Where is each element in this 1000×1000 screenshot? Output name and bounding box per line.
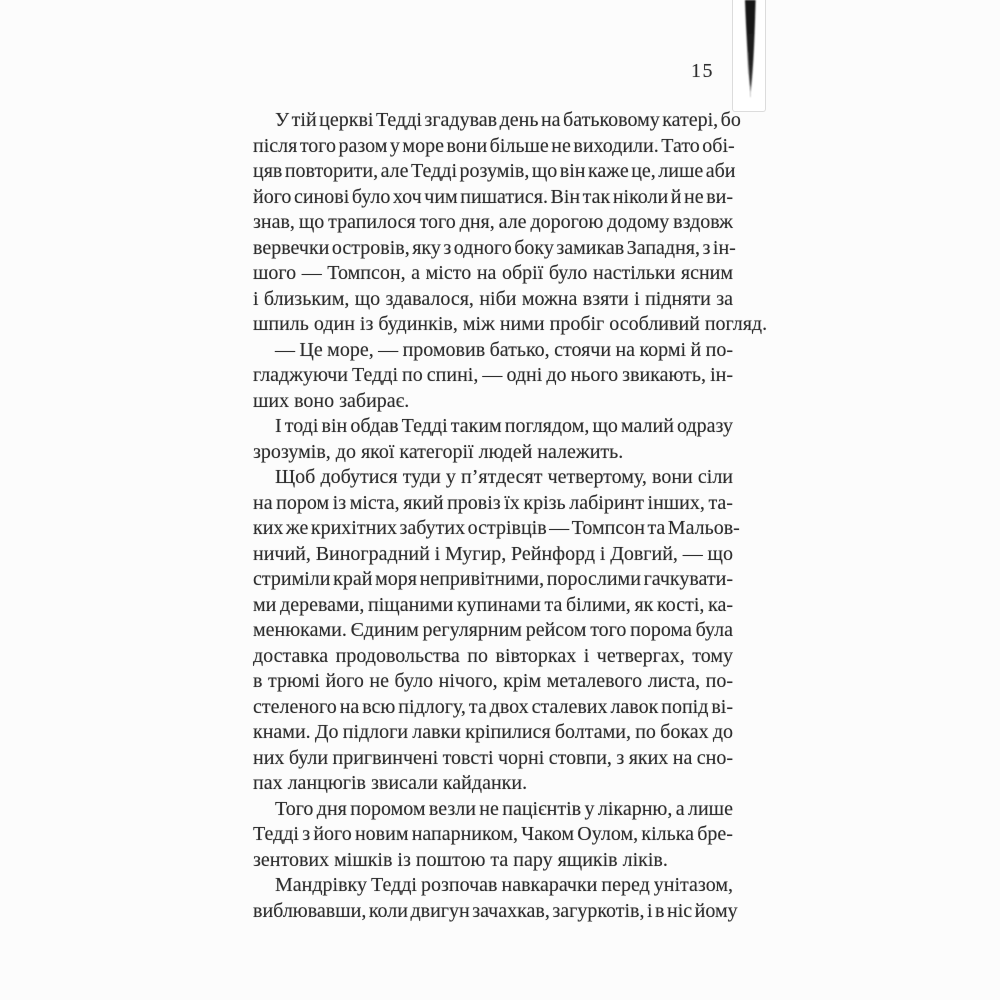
page-number: 15	[691, 60, 714, 82]
text-line	[253, 210, 733, 236]
text-line-content: ких же крихітних забутих острівців — Томпсон та Мальов-	[253, 517, 740, 539]
text-line	[253, 873, 733, 899]
text-line-content: Щоб добутися туди у п’ятдесят четвертому, вони сіли	[275, 466, 733, 488]
text-line	[253, 491, 733, 517]
text-line-content: ших воно забирає.	[253, 389, 410, 412]
text-line-content: стеленого на всю підлогу, та двох сталевих лавок попід ві-	[253, 695, 734, 718]
text-line-content: шпиль один із будинків, між ними пробіг особливий погляд.	[253, 313, 768, 335]
text-line	[253, 695, 733, 721]
text-line	[253, 797, 733, 823]
text-line	[253, 542, 733, 568]
text-line-content: ми деревами, піщаними купинами та білими, як кості, ка-	[253, 593, 734, 616]
text-line	[253, 644, 733, 670]
text-line	[253, 567, 733, 593]
text-line	[253, 746, 733, 772]
text-line	[253, 440, 733, 466]
bookmark-corner[interactable]	[732, 0, 766, 112]
text-line	[253, 618, 733, 644]
text-line-content: доставка продовольства по вівторках і четвергах, тому	[253, 644, 734, 667]
text-line	[253, 287, 733, 313]
text-line-content: цяв повторити, але Тедді розумів, що він каже це, лише аби	[253, 160, 736, 182]
ink-stroke-bookmark-icon	[733, 0, 766, 112]
text-line-content: в трюмі його не було нічого, крім металевого листа, по-	[253, 670, 734, 692]
text-line	[253, 261, 733, 287]
text-line-content: стриміли край моря непривітними, порослими гачкувати-	[253, 568, 733, 590]
text-line	[253, 414, 733, 440]
page-text	[253, 108, 768, 924]
text-line	[253, 312, 768, 338]
text-line	[253, 593, 733, 619]
text-line	[253, 134, 733, 160]
text-line	[253, 159, 736, 185]
text-line-content: менюками. Єдиним регулярним рейсом того порома була	[253, 619, 734, 641]
text-line-content: У тій церкві Тедді згадував день на батьковому катері, бо	[275, 109, 741, 131]
text-line-content: і близьким, що здавалося, ніби можна взяти і підняти за	[253, 287, 734, 310]
text-line-content: І тоді він обдав Тедді таким поглядом, що малий одразу	[275, 415, 734, 437]
text-line-content: ничий, Виноградний і Мугир, Рейнфорд і Довгий, — що	[253, 542, 733, 565]
text-line	[253, 848, 733, 874]
text-line	[253, 899, 738, 925]
text-line-content: зентових мішків із поштою та пару ящиків ліків.	[253, 848, 668, 871]
text-line	[253, 363, 733, 389]
text-line-content: них були пригвинчені товсті чорні стовпи, з яких на сно-	[253, 746, 733, 769]
text-line	[253, 389, 733, 415]
text-line-content: зрозумів, до якої категорії людей належить.	[253, 440, 624, 463]
text-line	[253, 771, 733, 797]
text-line-content: виблювавши, коли двигун зачахкав, загуркотів, і в ніс йому	[253, 899, 738, 922]
text-line-content: після того разом у море вони більше не виходили. Тато обі-	[253, 134, 735, 157]
text-line	[253, 236, 736, 262]
text-line	[253, 822, 733, 848]
text-line-content: на пором із міста, який провіз їх крізь лабіринт інших, та-	[253, 491, 733, 514]
text-line	[253, 185, 733, 211]
text-line-content: Того дня поромом везли не пацієнтів у лікарню, а лише	[275, 797, 733, 820]
text-line	[253, 108, 741, 134]
text-line-content: Мандрівку Тедді розпочав навкарачки перед унітазом,	[275, 874, 733, 896]
text-line-content: вервечки островів, яку з одного боку замикав Западня, з ін-	[253, 236, 736, 259]
text-line	[253, 338, 733, 364]
text-line-content: — Це море, — промовив батько, стоячи на кормі й по-	[275, 338, 734, 361]
text-line	[253, 669, 733, 695]
text-line-content: пах ланцюгів звисали кайданки.	[253, 772, 528, 794]
text-line	[253, 720, 733, 746]
text-line-content: гладжуючи Тедді по спині, — одні до нього звикають, ін-	[253, 364, 734, 386]
text-line-content: шого — Томпсон, а місто на обрії було настільки ясним	[253, 262, 734, 284]
text-line	[253, 516, 740, 542]
text-line-content: його синові було хоч чим пишатися. Він так ніколи й не ви-	[253, 185, 734, 208]
text-line-content: Тедді з його новим напарником, Чаком Оулом, кілька бре-	[253, 823, 733, 845]
text-line-content: кнами. До підлоги лавки кріпилися болтами, по боках до	[253, 721, 734, 743]
text-line-content: знав, що трапилося того дня, але дорогою додому вздовж	[253, 211, 733, 233]
text-line	[253, 465, 733, 491]
